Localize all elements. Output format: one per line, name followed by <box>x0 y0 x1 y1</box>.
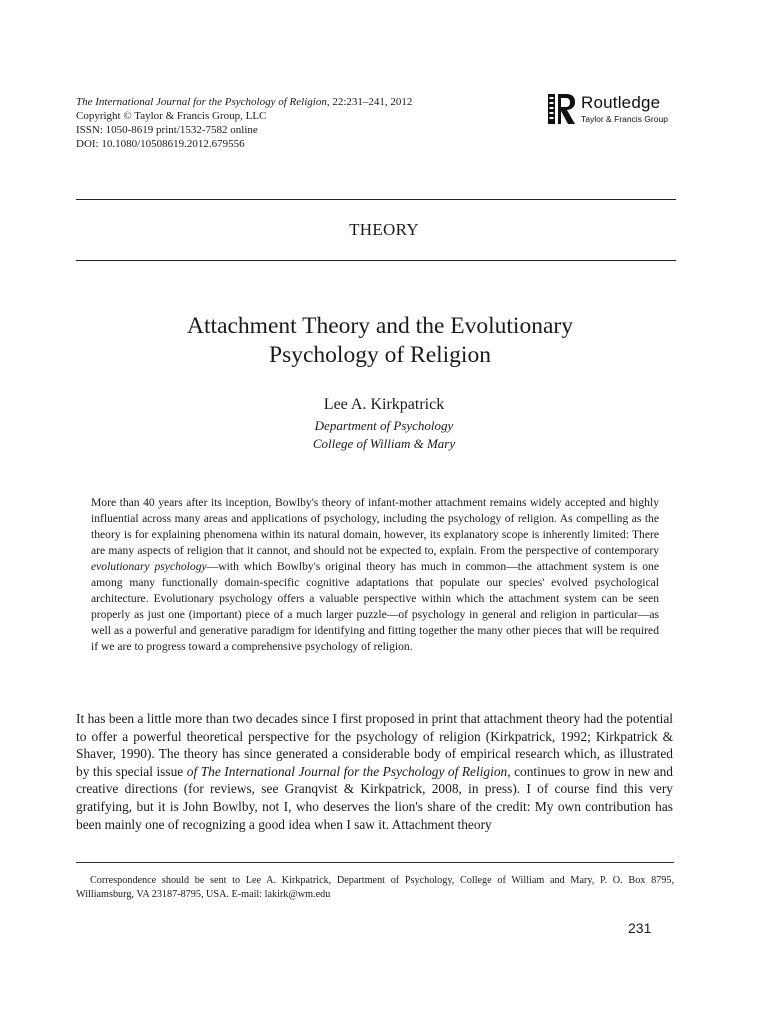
routledge-r-icon <box>548 94 576 124</box>
institution: College of William & Mary <box>312 436 456 451</box>
routledge-logo <box>548 92 688 128</box>
body-paragraph <box>76 710 673 833</box>
article-title <box>60 312 700 370</box>
publisher-name: Routledge <box>581 93 661 112</box>
author-name: Lee A. Kirkpatrick <box>323 396 445 413</box>
volume-pages-year: , 22:231–241, 2012 <box>326 96 413 108</box>
section-divider <box>76 260 676 261</box>
copyright-line: Copyright © Taylor & Francis Group, LLC <box>76 110 267 122</box>
publisher-group: Taylor & Francis Group <box>581 114 668 124</box>
section-label: THEORY <box>349 220 419 239</box>
citation-line <box>76 95 412 109</box>
department: Department of Psychology <box>314 418 454 433</box>
title-line-1: Attachment Theory and the Evolutionary <box>187 313 573 339</box>
top-divider <box>76 199 676 200</box>
body-journal-reference: of The International Journal for the Psychology of Religion, <box>186 763 511 779</box>
abstract-text-1: More than 40 years after its inception, Bowlby's theory of infant-mother attachment remains widely accepted and highly influential across many areas and applications of psychology, including the psychology of religion. As compelling as the theory is for explaining phenomena within its natural domain, however, its explanatory scope is inherently limited: There are many aspects of religion that it cannot, and should not be expected to, explain. From the perspective of contemporary <box>91 496 659 557</box>
body-text-1: It has been a little more than two decades since I first proposed in print that attachment theory had the potential to offer a powerful theoretical perspective for the psychology of religion (Kirkpatrick, 1992; Kirkpatrick & Shaver, 1990). The theory has since generated a considerable body of empirical research which, as illustrated by this special issue <box>76 711 673 779</box>
abstract-emphasis: evolutionary psychology <box>91 560 207 573</box>
author-affiliation <box>0 417 768 453</box>
footnote-divider <box>76 862 674 863</box>
title-line-2: Psychology of Religion <box>269 342 491 368</box>
abstract <box>91 495 659 655</box>
issn-line: ISSN: 1050-8619 print/1532-7582 online <box>76 124 258 136</box>
body-text-2: continues to grow in new and creative directions (for reviews, see Granqvist & Kirkpatrick, 2008, in press). I of course find this very gratifying, but it is John Bowlby, not I, who deserves the lion's share of the credit: My own contribution has been mainly one of recognizing a good idea when I saw it. Attachment theory <box>76 763 673 832</box>
doi-line: DOI: 10.1080/10508619.2012.679556 <box>76 138 245 150</box>
journal-metadata <box>76 95 412 151</box>
page-number: 231 <box>628 920 652 936</box>
abstract-text-2: —with which Bowlby's original theory has much in common—the attachment system is one among many functionally domain-specific cognitive adaptations that populate our species' evolved psychological architecture. Evolutionary psychology offers a valuable perspective within which the attachment system can be seen properly as just one (important) piece of a much larger puzzle—of psychology in general and religion in particular—as well as a powerful and generative paradigm for identifying and fitting together the many other pieces that will be required if we are to progress toward a comprehensive psychology of religion. <box>91 560 659 653</box>
journal-title: The International Journal for the Psychology of Religion <box>76 96 327 108</box>
correspondence-footnote: Correspondence should be sent to Lee A. Kirkpatrick, Department of Psychology, College of William and Mary, P. O. Box 8795, Williamsburg, VA 23187-8795, USA. E-mail: lakirk@wm.edu <box>76 875 674 900</box>
